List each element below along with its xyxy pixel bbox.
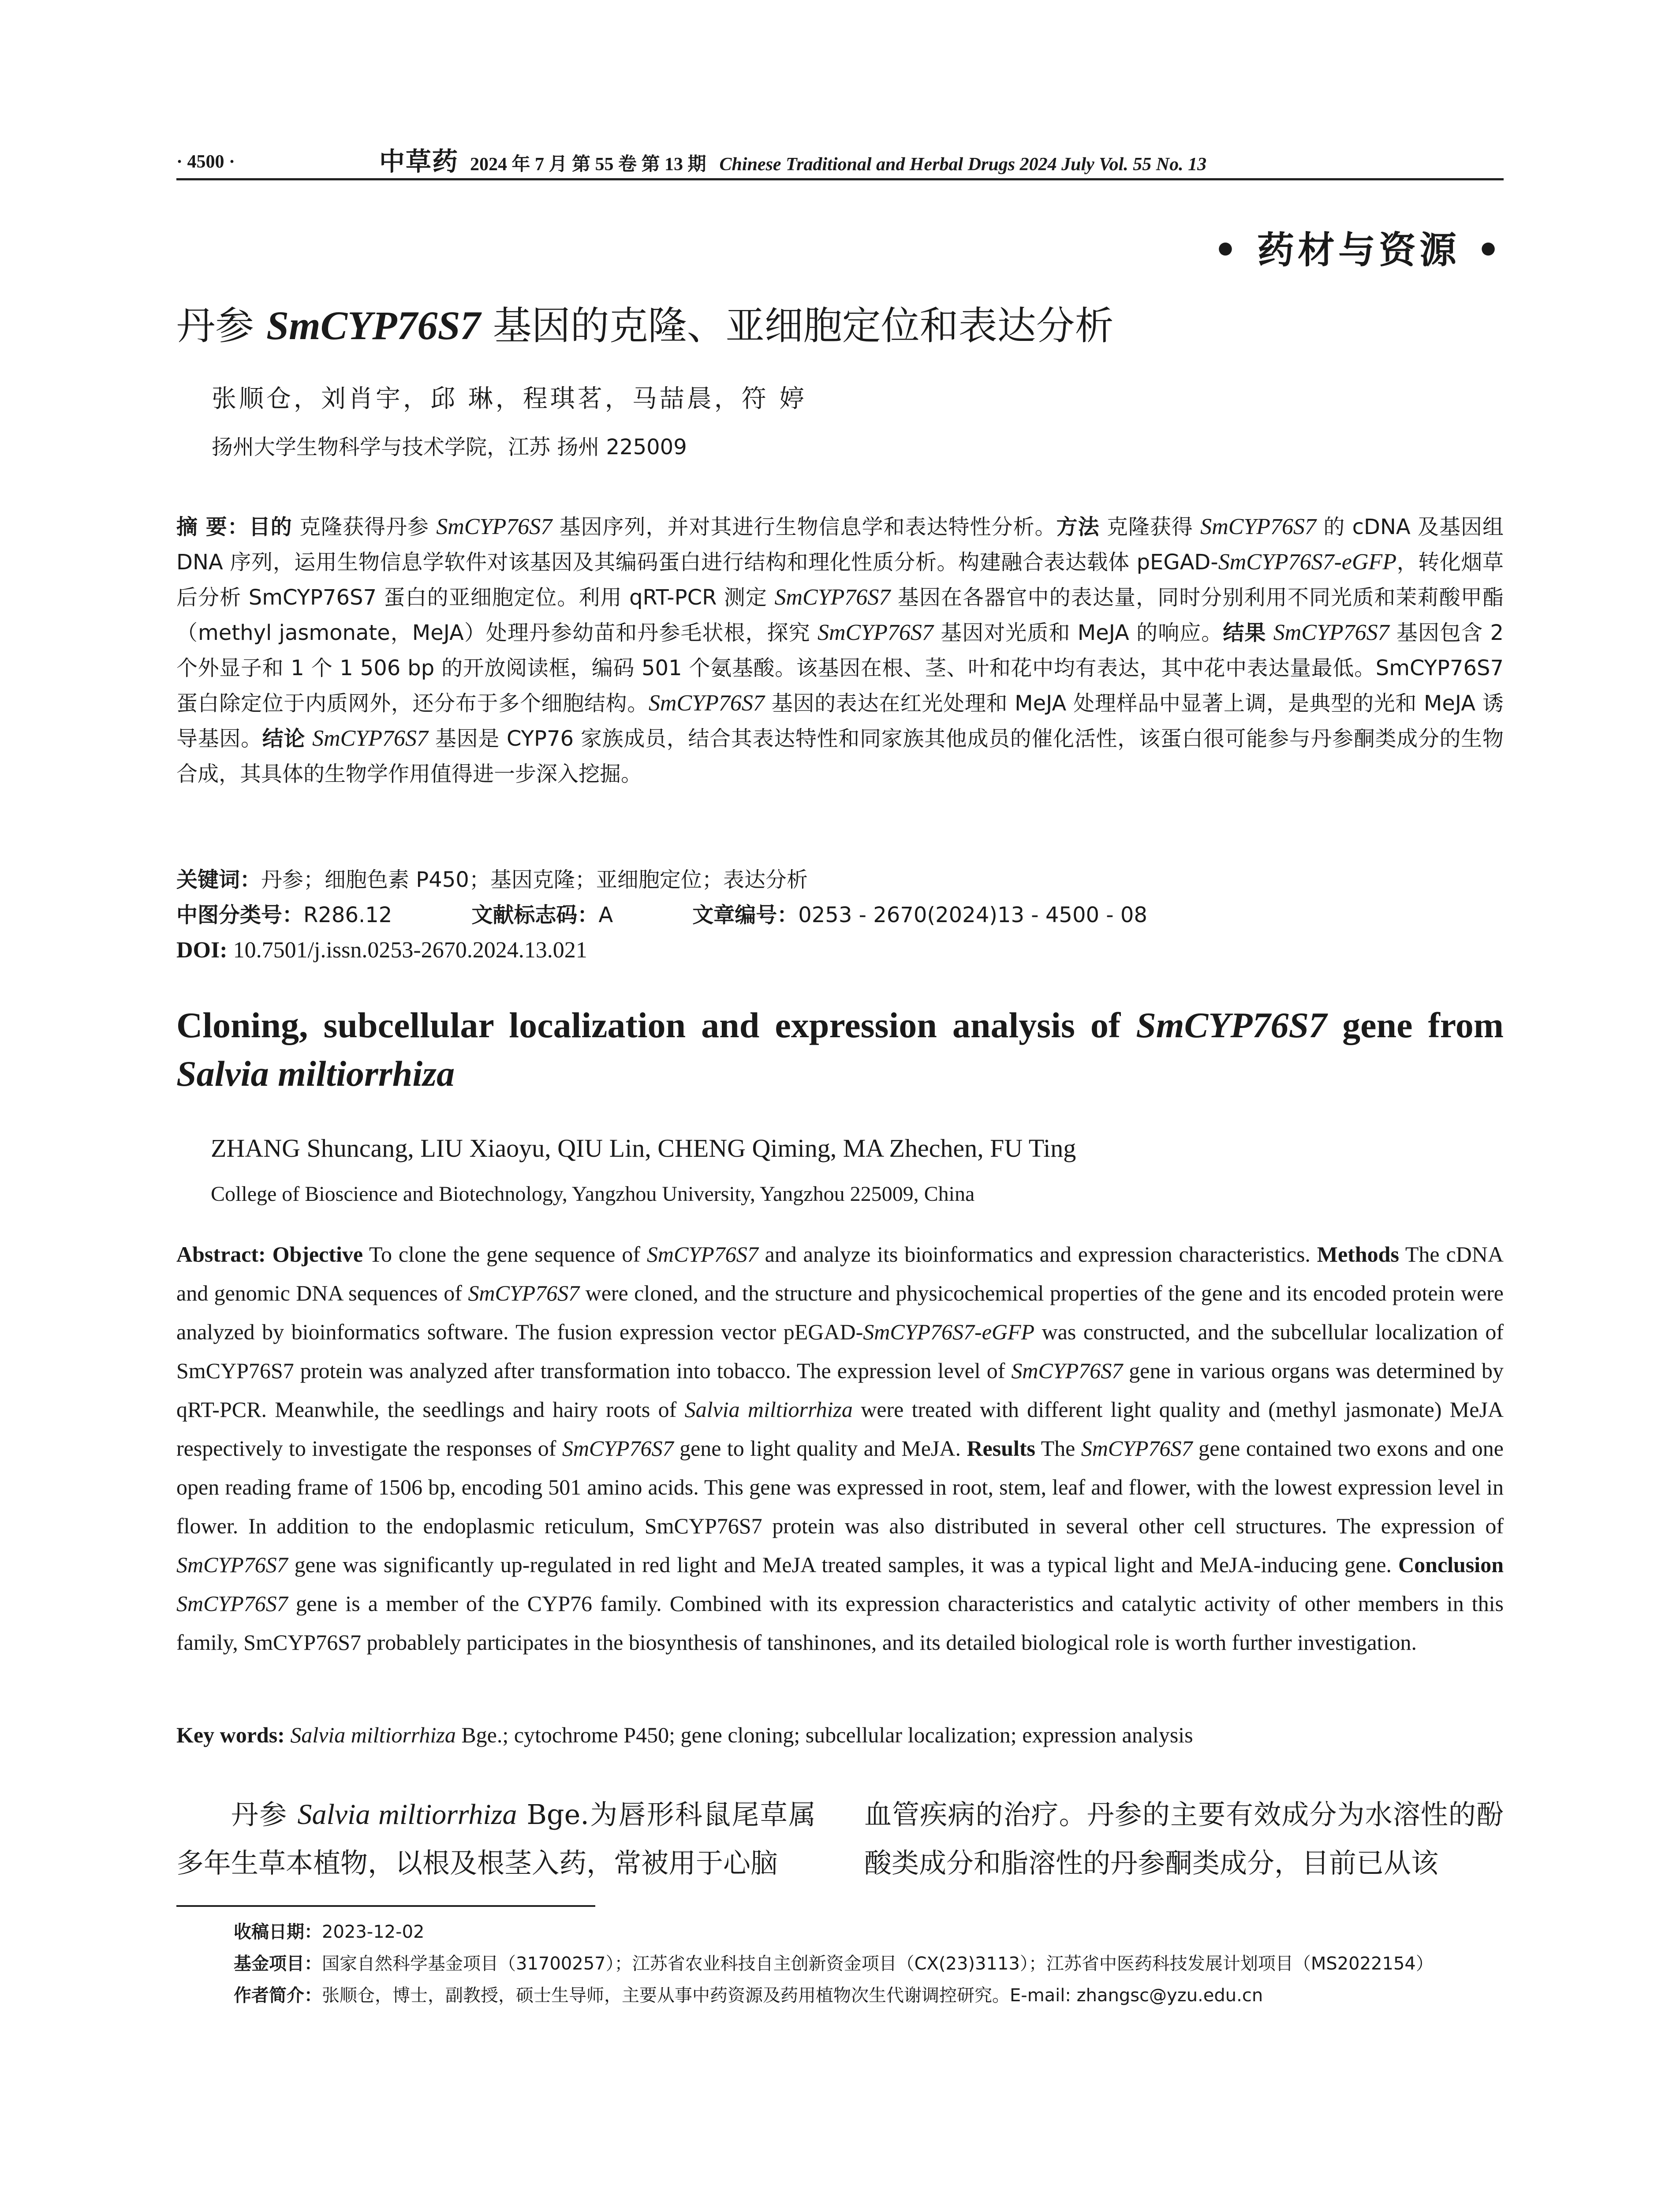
footnote-received: [234, 1916, 1504, 1948]
cn-text: 基因包含 2 个外显子和 1 个 1 506 bp 的开放阅读框，编码 501 个氨基酸。该基因在根、茎、叶和花中均有表达，其中花中表达量最低。SmCYP76S7 蛋白除定位于内质网外，还分布于多个细胞结构。: [176, 620, 1504, 716]
en-text: gene to light quality and MeJA.: [673, 1436, 967, 1461]
cn-title-post: 基因的克隆、亚细胞定位和表达分析: [480, 303, 1114, 348]
cn-abstract-label: 摘 要：: [176, 515, 249, 539]
journal-logo: 中草药: [379, 147, 459, 176]
doc-code-label: 文献标志码：: [471, 903, 599, 927]
cn-authors: 张顺仓，刘肖宇，邱 琳，程琪茗，马喆晨，符 婷: [212, 385, 807, 413]
gene-name: SmCYP76S7: [1273, 620, 1389, 645]
en-text: gene is a member of the CYP76 family. Combined with its expression characteristics and catalytic activity of other members in this family, SmCYP76S7 probablely participates in the biosynthesis of tanshinones, and its detailed biological role is worth further investigation.: [176, 1591, 1504, 1655]
gene-name: SmCYP76S7-eGFP: [1218, 549, 1397, 575]
footnote-fund: [234, 1948, 1504, 1980]
gene-name: SmCYP76S7: [648, 691, 765, 716]
gene-name: SmCYP76S7: [774, 585, 891, 610]
cn-keywords: [176, 862, 808, 897]
en-text: was constructed, and the subcellular localization of SmCYP76S7 protein was analyzed after transformation into tobacco. The expression level of: [176, 1319, 1504, 1383]
species-name: Salvia miltiorrhiza: [284, 1723, 456, 1747]
body-column-right: 血管疾病的治疗。丹参的主要有效成分为水溶性的酚酸类成分和脂溶性的丹参酮类成分，目前已从该: [864, 1798, 1504, 1879]
footnotes: [234, 1916, 1504, 2011]
gene-name: SmCYP76S7: [562, 1436, 674, 1461]
body-text: Bge.为唇形科鼠尾草属多年生草本植物，以根及根茎入药，常被用于心脑: [176, 1798, 816, 1879]
cn-results-label: 结果: [1223, 620, 1266, 645]
gene-name: SmCYP76S7: [646, 1242, 758, 1267]
en-title-species: Salvia miltiorrhiza: [176, 1054, 455, 1094]
en-methods-label: Methods: [1317, 1242, 1399, 1267]
section-tag: • 药材与资源 •: [1213, 228, 1504, 272]
doc-code-value: A: [598, 903, 613, 927]
species-name: Salvia miltiorrhiza: [297, 1798, 517, 1831]
cn-title-gene: SmCYP76S7: [266, 303, 481, 348]
cn-text: 克隆获得丹参: [292, 515, 437, 539]
gene-name: SmCYP76S7: [468, 1281, 580, 1305]
en-text: gene in various organs was determined by qRT-PCR. Meanwhile, the seedlings and hairy roots of: [176, 1358, 1504, 1422]
cn-text: 基因的表达在红光处理和 MeJA 处理样品中显著上调，是典型的光和 MeJA 诱导基因。: [176, 691, 1504, 751]
gene-name: SmCYP76S7: [1011, 1358, 1123, 1383]
en-abstract: [176, 1235, 1504, 1662]
cn-affiliation: 扬州大学生物科学与技术学院，江苏 扬州 225009: [212, 435, 687, 460]
en-conclusion-label: Conclusion: [1398, 1552, 1504, 1577]
en-keywords-label: Key words:: [176, 1723, 285, 1747]
en-text: were cloned, and the structure and physicochemical properties of the gene and its encoded protein were analyzed by bioinformatics software. The fusion expression vector pEGAD-: [176, 1281, 1504, 1344]
cn-classification: [176, 897, 1147, 933]
author-bio: 张顺仓，博士，副教授，硕士生导师，主要从事中药资源及药用植物次生代谢调控研究。E-mail: zhangsc@yzu.edu.cn: [322, 1985, 1263, 2006]
article-no-label: 文章编号：: [692, 903, 799, 927]
clc-value: R286.12: [303, 903, 392, 927]
en-text: gene contained two exons and one open reading frame of 1506 bp, encoding 501 amino acids. This gene was expressed in root, stem, leaf and flower, with the lowest expression level in flower. In addition to the endoplasmic reticulum, SmCYP76S7 protein was also distributed in several other cell structures. The expression of: [176, 1436, 1504, 1538]
gene-name: SmCYP76S7: [1200, 514, 1317, 539]
footnote-divider: [176, 1905, 595, 1907]
en-results-label: Results: [967, 1436, 1036, 1461]
cn-abstract: [176, 509, 1504, 792]
fund-text: 国家自然科学基金项目（31700257）；江苏省农业科技自主创新资金项目（CX(23)3113）；江苏省中医药科技发展计划项目（MS2022154）: [322, 1954, 1434, 1974]
en-title-pre: Cloning, subcellular localization and expression analysis of: [176, 1005, 1136, 1045]
species-name: Salvia miltiorrhiza: [684, 1397, 853, 1422]
cn-conclusion-label: 结论: [262, 726, 306, 751]
en-authors: ZHANG Shuncang, LIU Xiaoyu, QIU Lin, CHENG Qiming, MA Zhechen, FU Ting: [211, 1134, 1076, 1162]
en-text: The: [1035, 1436, 1081, 1461]
doi-link[interactable]: 10.7501/j.issn.0253-2670.2024.13.021: [227, 938, 587, 963]
en-affiliation: College of Bioscience and Biotechnology, Yangzhou University, Yangzhou 225009, China: [211, 1182, 975, 1206]
en-keywords-text: Bge.; cytochrome P450; gene cloning; subcellular localization; expression analysis: [455, 1723, 1193, 1747]
cn-text: 克隆获得: [1099, 515, 1201, 539]
doi-label: DOI:: [176, 938, 228, 963]
article-no-value: 0253 - 2670(2024)13 - 4500 - 08: [798, 903, 1147, 927]
gene-name: SmCYP76S7: [176, 1591, 288, 1616]
cn-title-pre: 丹参: [176, 303, 266, 348]
cn-text: ，转化烟草后分析 SmCYP76S7 蛋白的亚细胞定位。利用 qRT-PCR 测定: [176, 550, 1504, 610]
cn-text: 基因在各器官中的表达量，同时分别利用不同光质和茉莉酸甲酯（methyl jasmonate，MeJA）处理丹参幼苗和丹参毛状根，探究: [176, 585, 1504, 645]
page-number: · 4500 ·: [176, 152, 235, 172]
gene-name: SmCYP76S7: [1081, 1436, 1193, 1461]
cn-keywords-text: 丹参；细胞色素 P450；基因克隆；亚细胞定位；表达分析: [261, 867, 808, 892]
journal-issue-line: [379, 146, 1206, 181]
cn-text: 基因对光质和 MeJA 的响应。: [933, 620, 1223, 645]
fund-label: 基金项目：: [234, 1954, 322, 1974]
en-keywords: [176, 1715, 1504, 1754]
cn-methods-label: 方法: [1056, 515, 1100, 539]
author-label: 作者简介：: [234, 1985, 322, 2006]
issue-cn: 2024 年 7 月 第 55 卷 第 13 期: [470, 154, 706, 175]
cn-title: [176, 295, 1504, 357]
body-text: 丹参: [231, 1798, 298, 1831]
doi-line: [176, 933, 587, 968]
en-title-gene: SmCYP76S7: [1136, 1005, 1327, 1045]
received-label: 收稿日期：: [234, 1922, 322, 1942]
cn-text: [1266, 620, 1273, 645]
en-text: and analyze its bioinformatics and expression characteristics.: [758, 1242, 1317, 1267]
en-title-mid: gene from: [1327, 1005, 1504, 1045]
cn-text: 基因是 CYP76 家族成员，结合其表达特性和同家族其他成员的催化活性，该蛋白很可能参与丹参酮类成分的生物合成，其具体的生物学作用值得进一步深入挖掘。: [176, 726, 1504, 786]
clc-label: 中图分类号：: [176, 903, 304, 927]
gene-name: SmCYP76S7: [176, 1552, 288, 1577]
cn-text: [305, 726, 312, 751]
en-text: were treated with different light quality and (methyl jasmonate) MeJA respectively to investigate the responses of: [176, 1397, 1504, 1461]
en-text: To clone the gene sequence of: [363, 1242, 647, 1267]
en-title: [176, 1001, 1504, 1098]
en-abstract-label: Abstract: Objective: [176, 1242, 363, 1267]
received-date: 2023-12-02: [322, 1922, 425, 1942]
en-text: The cDNA and genomic DNA sequences of: [176, 1242, 1504, 1305]
gene-name: SmCYP76S7: [312, 726, 429, 751]
footnote-author: [234, 1980, 1504, 2011]
issue-en: Chinese Traditional and Herbal Drugs 2024 July Vol. 55 No. 13: [719, 154, 1207, 175]
cn-text: 的 cDNA 及基因组 DNA 序列，运用生物信息学软件对该基因及其编码蛋白进行结构和理化性质分析。构建融合表达载体 pEGAD-: [176, 515, 1504, 575]
gene-name: SmCYP76S7: [436, 514, 553, 539]
gene-name: SmCYP76S7-eGFP: [863, 1319, 1035, 1344]
body-column-left: [176, 1790, 816, 1887]
running-header: [176, 146, 1504, 180]
cn-keywords-label: 关键词：: [176, 867, 261, 892]
gene-name: SmCYP76S7: [817, 620, 933, 645]
cn-text: 基因序列，并对其进行生物信息学和表达特性分析。: [552, 515, 1057, 539]
cn-objective-label: 目的: [249, 515, 292, 539]
en-text: gene was significantly up-regulated in red light and MeJA treated samples, it was a typical light and MeJA-inducing gene.: [287, 1552, 1399, 1577]
